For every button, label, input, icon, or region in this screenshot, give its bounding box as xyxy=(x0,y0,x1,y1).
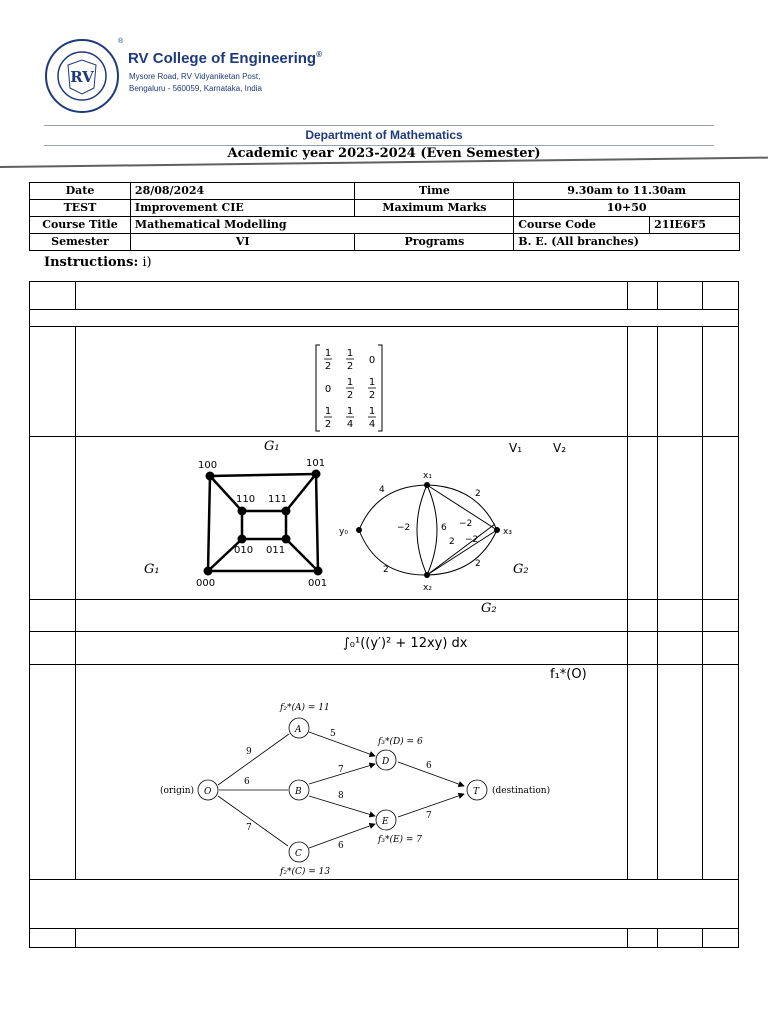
cube-node-label: 111 xyxy=(268,494,288,505)
network-edge-weight: −2 xyxy=(459,519,473,529)
instructions: Instructions: i) xyxy=(44,255,152,270)
table-row-line xyxy=(29,436,739,437)
matrix-entry-numerator: 1 xyxy=(346,348,354,359)
svg-text:RV: RV xyxy=(70,68,94,86)
programs-label: Programs xyxy=(355,234,514,251)
f3-E-label: f₃*(E) = 7 xyxy=(378,835,423,845)
dp-node-label: O xyxy=(204,787,212,797)
dp-edge-weight: 9 xyxy=(246,747,252,757)
f3-D-label: f₃*(D) = 6 xyxy=(378,737,423,747)
dp-node-label: B xyxy=(295,787,302,797)
dp-edge-weight: 5 xyxy=(330,729,336,739)
matrix-entry-numerator: 1 xyxy=(346,377,354,388)
dp-node-label: C xyxy=(295,849,302,859)
g1-top-label: G₁ xyxy=(264,439,280,454)
network-edge-weight: 2 xyxy=(475,559,481,569)
network-node-label: x₁ xyxy=(423,471,432,481)
matrix-entry-numerator: 1 xyxy=(368,377,376,388)
table-row-line xyxy=(29,879,739,880)
dp-node-label: E xyxy=(382,817,389,827)
college-seal-logo xyxy=(44,38,120,114)
origin-label: (origin) xyxy=(160,786,195,796)
cube-node-label: 110 xyxy=(236,494,256,505)
network-node-label: x₃ xyxy=(503,527,512,537)
dp-edge-weight: 6 xyxy=(338,841,344,851)
matrix-entry-denominator: 2 xyxy=(346,361,354,372)
dp-edge-weight: 7 xyxy=(426,811,432,821)
table-row-line xyxy=(29,309,739,310)
matrix-entry-numerator: 1 xyxy=(346,406,354,417)
network-edge-weight: 2 xyxy=(475,489,481,499)
network-edge-weight: 4 xyxy=(379,485,385,495)
time-value: 9.30am to 11.30am xyxy=(514,183,740,200)
table-col-line xyxy=(75,281,76,309)
network-graph xyxy=(337,468,517,594)
dp-edge-weight: 7 xyxy=(246,823,252,833)
matrix-entry-denominator: 2 xyxy=(346,390,354,401)
table-row-line xyxy=(29,599,739,600)
table-col-line xyxy=(627,928,628,948)
table-row-line xyxy=(29,928,739,929)
dp-node-label: A xyxy=(295,725,302,735)
f2-C-label: f₂*(C) = 13 xyxy=(280,867,331,877)
table-col-line xyxy=(657,281,658,309)
table-row xyxy=(30,200,740,217)
test-label: TEST xyxy=(30,200,131,217)
f2-A-label: f₂*(A) = 11 xyxy=(280,703,330,713)
table-col-line xyxy=(627,326,628,879)
network-edge-weight: −2 xyxy=(465,535,479,545)
course-code-label: Course Code xyxy=(514,217,650,234)
matrix-entry-denominator: 4 xyxy=(346,419,354,430)
dp-edge-weight: 6 xyxy=(426,761,432,771)
g2-right-label: G₂ xyxy=(513,562,529,577)
cube-node-label: 011 xyxy=(266,545,286,556)
course-title-label: Course Title xyxy=(30,217,131,234)
cube-node-label: 000 xyxy=(196,578,216,589)
course-code-value: 21IE6F5 xyxy=(650,217,740,234)
table-row-line xyxy=(29,326,739,327)
semester-label: Semester xyxy=(30,234,131,251)
header-rule xyxy=(44,125,714,126)
table-col-line xyxy=(627,281,628,309)
table-row-line xyxy=(29,281,739,282)
academic-year: Academic year 2023-2024 (Even Semester) xyxy=(227,146,541,161)
v1-label: V₁ xyxy=(509,441,523,455)
table-row-line xyxy=(29,631,739,632)
cube-node-label: 101 xyxy=(306,458,326,469)
matrix-entry-denominator: 2 xyxy=(324,361,332,372)
matrix-entry: 0 xyxy=(368,355,376,366)
course-title-value: Mathematical Modelling xyxy=(130,217,513,234)
table-col-line xyxy=(702,326,703,879)
network-edge-weight: 2 xyxy=(383,565,389,575)
matrix-entry-denominator: 2 xyxy=(368,390,376,401)
g1-left-label: G₁ xyxy=(144,562,160,577)
table-row xyxy=(30,217,740,234)
matrix-entry-denominator: 4 xyxy=(368,419,376,430)
transition-matrix xyxy=(314,343,384,433)
cube-node-label: 100 xyxy=(198,460,218,471)
dp-edge-weight: 6 xyxy=(244,777,250,787)
matrix-entry-numerator: 1 xyxy=(324,406,332,417)
table-col-line xyxy=(702,281,703,309)
college-address: Mysore Road, RV Vidyaniketan Post, Bengaluru - 560059, Karnataka, India xyxy=(129,72,262,93)
table-row-line xyxy=(29,947,739,948)
f1-label: f₁*(O) xyxy=(550,667,587,682)
table-row xyxy=(30,183,740,200)
table-col-line xyxy=(702,928,703,948)
table-row xyxy=(30,234,740,251)
dp-edge-weight: 7 xyxy=(338,765,344,775)
network-edge-weight: 2 xyxy=(449,537,455,547)
table-col-line xyxy=(75,326,76,879)
network-edge-weight: −2 xyxy=(397,523,411,533)
max-marks-label: Maximum Marks xyxy=(355,200,514,217)
matrix-entry-numerator: 1 xyxy=(368,406,376,417)
table-col-line xyxy=(657,326,658,879)
dp-node-label: D xyxy=(382,757,390,767)
network-node-label: x₂ xyxy=(423,583,432,593)
v2-label: V₂ xyxy=(553,441,567,455)
destination-label: (destination) xyxy=(492,786,551,796)
cube-node-label: 001 xyxy=(308,578,328,589)
dp-network xyxy=(156,698,556,878)
network-edge-weight: 6 xyxy=(441,523,447,533)
table-col-line xyxy=(657,928,658,948)
table-col-line xyxy=(738,281,739,948)
time-label: Time xyxy=(355,183,514,200)
table-col-line xyxy=(75,928,76,948)
matrix-entry-denominator: 2 xyxy=(324,419,332,430)
matrix-entry-numerator: 1 xyxy=(324,348,332,359)
test-value: Improvement CIE xyxy=(130,200,355,217)
semester-value: VI xyxy=(130,234,355,251)
matrix-entry: 0 xyxy=(324,384,332,395)
course-info-table xyxy=(29,182,740,251)
dp-edge-weight: 8 xyxy=(338,791,344,801)
college-name: RV College of Engineering® xyxy=(128,50,322,67)
table-col-line xyxy=(29,281,30,948)
max-marks-value: 10+50 xyxy=(514,200,740,217)
cube-node-label: 010 xyxy=(234,545,254,556)
programs-value: B. E. (All branches) xyxy=(514,234,740,251)
functional-integral: ∫₀¹((y′)² + 12xy) dx xyxy=(343,636,468,651)
date-label: Date xyxy=(30,183,131,200)
g2-label: G₂ xyxy=(481,601,497,616)
date-value: 28/08/2024 xyxy=(130,183,355,200)
network-node-label: y₀ xyxy=(339,527,348,537)
table-row-line xyxy=(29,664,739,665)
registered-mark: ® xyxy=(118,38,124,45)
department-title: Department of Mathematics xyxy=(305,128,463,142)
dp-node-label: T xyxy=(473,787,480,797)
cube-graph xyxy=(190,458,340,592)
